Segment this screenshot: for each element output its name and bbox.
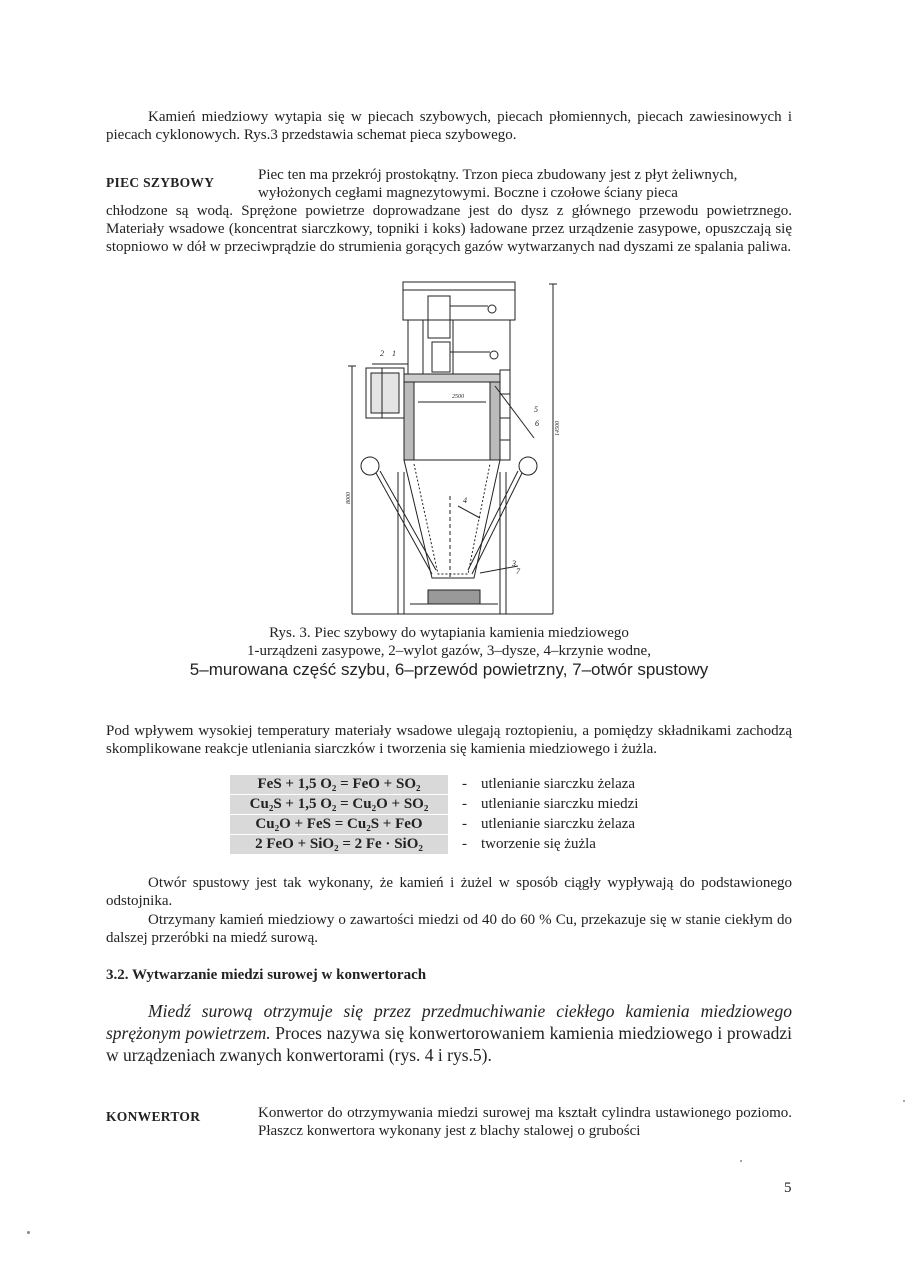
dim-height-left: 8000 xyxy=(346,492,352,504)
hearth-taper xyxy=(404,460,500,578)
furnace-shaft xyxy=(404,374,500,460)
konwertor-label: KONWERTOR xyxy=(106,1109,201,1124)
section-heading: 3.2. Wytwarzanie miedzi surowej w konwertorach xyxy=(106,967,427,983)
reaction-description: utlenianie siarczku żelaza xyxy=(481,816,636,832)
scan-speck xyxy=(27,1231,30,1234)
reaction-formula: FeS + 1,5 O₂ = FeO + SO₂ xyxy=(230,775,448,794)
label-4: 4 xyxy=(463,496,467,505)
reaction-dash: - xyxy=(462,776,467,792)
intro-paragraph: Kamień miedziowy wytapia się w piecach szybowych, piecach płomiennych, piecach zawiesinowych i piecach cyklonowych. Rys.3 przedstawia schemat pieca szybowego. xyxy=(106,109,792,143)
reaction-description: utlenianie siarczku miedzi xyxy=(481,796,639,812)
figure-caption-title: Rys. 3. Piec szybowy do wytapiania kamienia miedziowego xyxy=(269,625,629,641)
dim-width: 2500 xyxy=(452,394,464,400)
reaction-formula: Cu₂O + FeS = Cu₂S + FeO xyxy=(230,815,448,834)
air-pipe-left xyxy=(361,457,379,475)
piec-szybowy-label: PIEC SZYBOWY xyxy=(106,175,215,190)
reaction-description: tworzenie się żużla xyxy=(481,836,596,852)
copper-matte-paragraph: Otrzymany kamień miedziowy o zawartości miedzi od 40 do 60 % Cu, przekazuje się w stanie ciekłym do dalszej przeróbki na miedź surową. xyxy=(106,912,792,946)
scan-speck xyxy=(740,1160,742,1162)
reaction-formula: Cu₂S + 1,5 O₂ = Cu₂O + SO₂ xyxy=(230,795,448,814)
tap-hole-paragraph: Otwór spustowy jest tak wykonany, że kamień i żużel w sposób ciągły wypływają do podstawionego odstojnika. xyxy=(106,875,792,909)
label-1: 1 xyxy=(392,349,396,358)
konwertor-text: Konwertor do otrzymywania miedzi surowej ma kształt cylindra ustawionego poziomo. Płaszcz konwertora wykonany jest z blachy stalowej o grubości xyxy=(258,1105,792,1139)
label-6: 6 xyxy=(535,419,539,428)
reaction-formula: 2 FeO + SiO₂ = 2 Fe · SiO₂ xyxy=(230,835,448,854)
figure-caption-legend-1: 1-urządzeni zasypowe, 2–wylot gazów, 3–dysze, 4–krzynie wodne, xyxy=(247,643,651,659)
water-jacket xyxy=(500,370,510,460)
piec-szybowy-line-1: Piec ten ma przekrój prostokątny. Trzon pieca zbudowany jest z płyt żeliwnych, xyxy=(258,167,738,183)
dim-height-right: 14500 xyxy=(555,421,561,436)
reaction-paragraph: Pod wpływem wysokiej temperatury materiały wsadowe ulegają roztopieniu, a pomiędzy składnikami zachodzą skomplikowane reakcje utleniania siarczków i tworzenia się kamienia miedziowego i żużla. xyxy=(106,723,792,757)
label-7: 7 xyxy=(516,567,520,576)
label-2: 2 xyxy=(380,349,384,358)
scan-speck xyxy=(903,1100,905,1102)
air-pipe-right xyxy=(519,457,537,475)
page-number: 5 xyxy=(784,1180,792,1196)
reaction-description: utlenianie siarczku żelaza xyxy=(481,776,636,792)
converter-intro-paragraph xyxy=(106,1000,792,1066)
piec-szybowy-continuation: chłodzone są wodą. Sprężone powietrze doprowadzane jest do dysz z głównego przewodu powietrznego. Materiały wsadowe (koncentrat siarczkowy, topniki i koks) ładowane przez urządzenie zasypowe, opuszczają się stopniowo w dół w przeciwprądzie do strumienia gorących gazów wytwarzanych nad dyszami ze spalania paliwa. xyxy=(106,203,792,255)
tap-hole xyxy=(428,590,480,604)
charging-hopper xyxy=(428,296,450,338)
reaction-dash: - xyxy=(462,836,467,852)
shaft-furnace-diagram xyxy=(340,278,568,616)
figure-caption-legend-2: 5–murowana część szybu, 6–przewód powietrzny, 7–otwór spustowy xyxy=(189,660,709,679)
piec-szybowy-line-2: wyłożonych cegłami magnezytowymi. Boczne i czołowe ściany pieca xyxy=(258,185,678,201)
reaction-dash: - xyxy=(462,796,467,812)
converter-intro-rest: Proces nazywa się konwertorowaniem kamienia miedziowego i prowadzi w urządzeniach zwanych konwertorami (rys. 4 i rys.5). xyxy=(106,1023,793,1065)
label-3: 3 xyxy=(512,559,516,568)
converter-intro-italic: Miedź surową otrzymuje się przez przedmuchiwanie ciekłego kamienia miedziowego sprężonym powietrzem. xyxy=(106,1001,792,1043)
charging-platform xyxy=(403,282,515,320)
label-5: 5 xyxy=(534,405,538,414)
reaction-dash: - xyxy=(462,816,467,832)
